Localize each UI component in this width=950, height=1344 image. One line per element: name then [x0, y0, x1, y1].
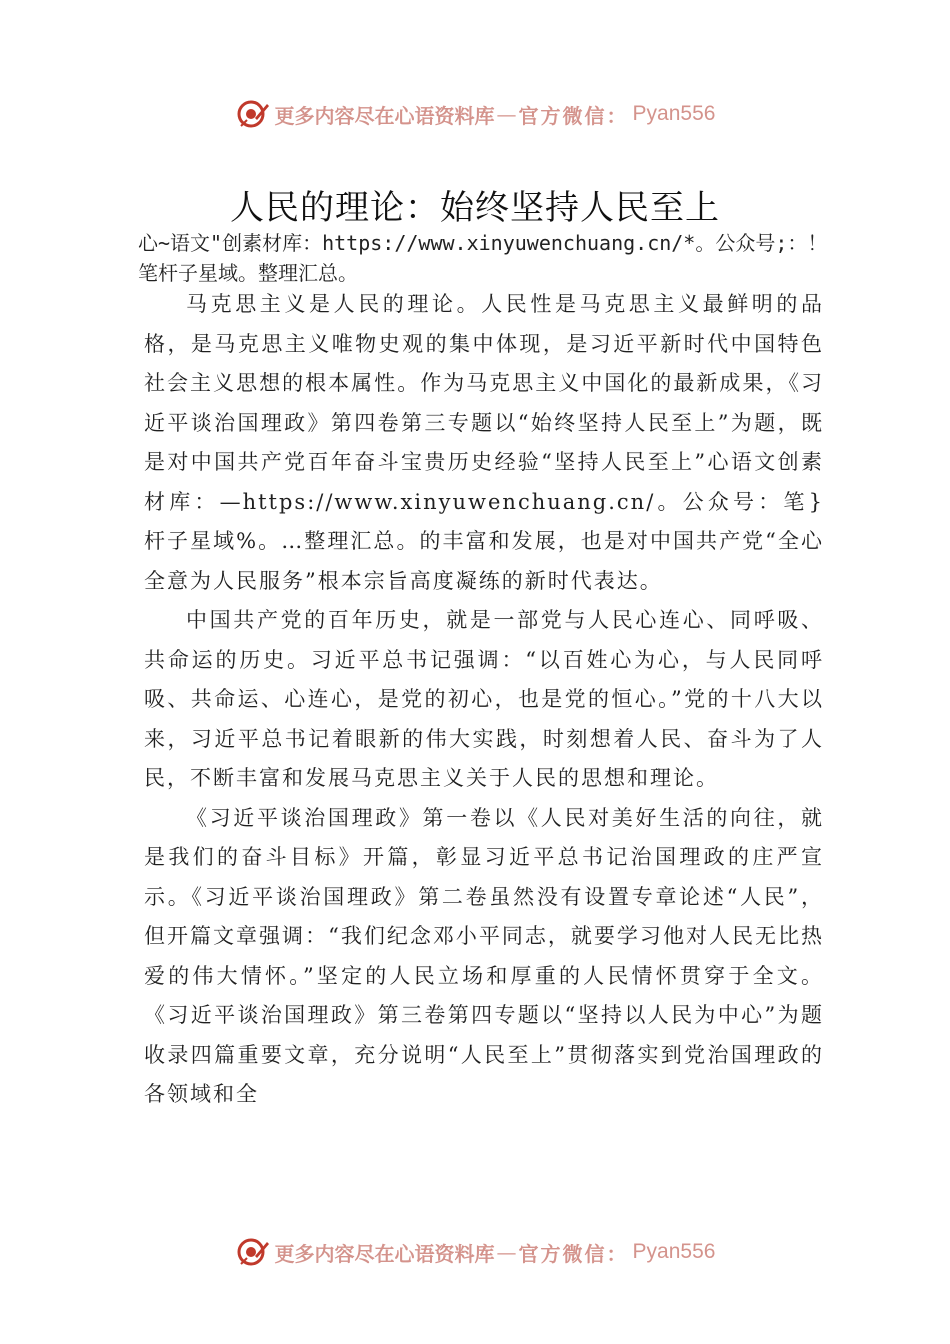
- banner-dash: —: [496, 102, 517, 126]
- paragraph-3: 《习近平谈治国理政》第一卷以《人民对美好生活的向往，就是我们的奋斗目标》开篇，彰显习近平总书记治国理政的庄严宣示。《习近平谈治国理政》第二卷虽然没有设置专章论述“人民”，但开篇文章强调：“我们纪念邓小平同志，就要学习他对人民无比热爱的伟大情怀。”坚定的人民立场和厚重的人民情怀贯穿于全文。《习近平谈治国理政》第三卷第四专题以“坚持以人民为中心”为题收录四篇重要文章，充分说明“人民至上”贯彻落实到党治国理政的各领域和全: [144, 805, 824, 1106]
- banner-wechat-id: Pyan556: [632, 1240, 716, 1263]
- header-banner: [0, 92, 950, 136]
- paragraph-1: 马克思主义是人民的理论。人民性是马克思主义最鲜明的品格，是马克思主义唯物史观的集中体现，是习近平新时代中国特色社会主义思想的根本属性。作为马克思主义中国化的最新成果，《习近平谈治国理政》第四卷第三专题以“始终坚持人民至上”为题，既是对中国共产党百年奋斗宝贵历史经验“坚持人民至上”心语文创素材库：—https://www.xinyuwenchuang.cn/。公众号：笔}杆子星域%。…整理汇总。的丰富和发展，也是对中国共产党“全心全意为人民服务”根本宗旨高度凝练的新时代表达。: [144, 292, 824, 593]
- pen-logo-icon: [235, 96, 271, 132]
- footer-banner: [0, 1230, 950, 1274]
- document-title: 人民的理论：始终坚持人民至上: [230, 188, 720, 228]
- paragraph-2: 中国共产党的百年历史，就是一部党与人民心连心、同呼吸、共命运的历史。习近平总书记强调：“以百姓心为心，与人民同呼吸、共命运、心连心，是党的初心，也是党的恒心。”党的十八大以来，习近平总书记着眼新的伟大实践，时刻想着人民、奋斗为了人民，不断丰富和发展马克思主义关于人民的思想和理论。: [144, 608, 824, 790]
- banner-wechat-label: 官方微信：: [518, 1241, 629, 1266]
- banner-dash: —: [496, 1240, 517, 1264]
- banner-brand-text: 更多内容尽在心语资料库: [274, 1241, 495, 1266]
- document-body: [144, 285, 824, 1115]
- banner-wechat-id: Pyan556: [632, 102, 716, 125]
- banner-wechat-label: 官方微信：: [518, 103, 629, 128]
- source-note: 心~语文"创素材库：https://www.xinyuwenchuang.cn/*。公众号;：！笔杆子星域。整理汇总。: [138, 231, 828, 285]
- pen-logo-icon: [235, 1234, 271, 1270]
- banner-brand-text: 更多内容尽在心语资料库: [274, 103, 495, 128]
